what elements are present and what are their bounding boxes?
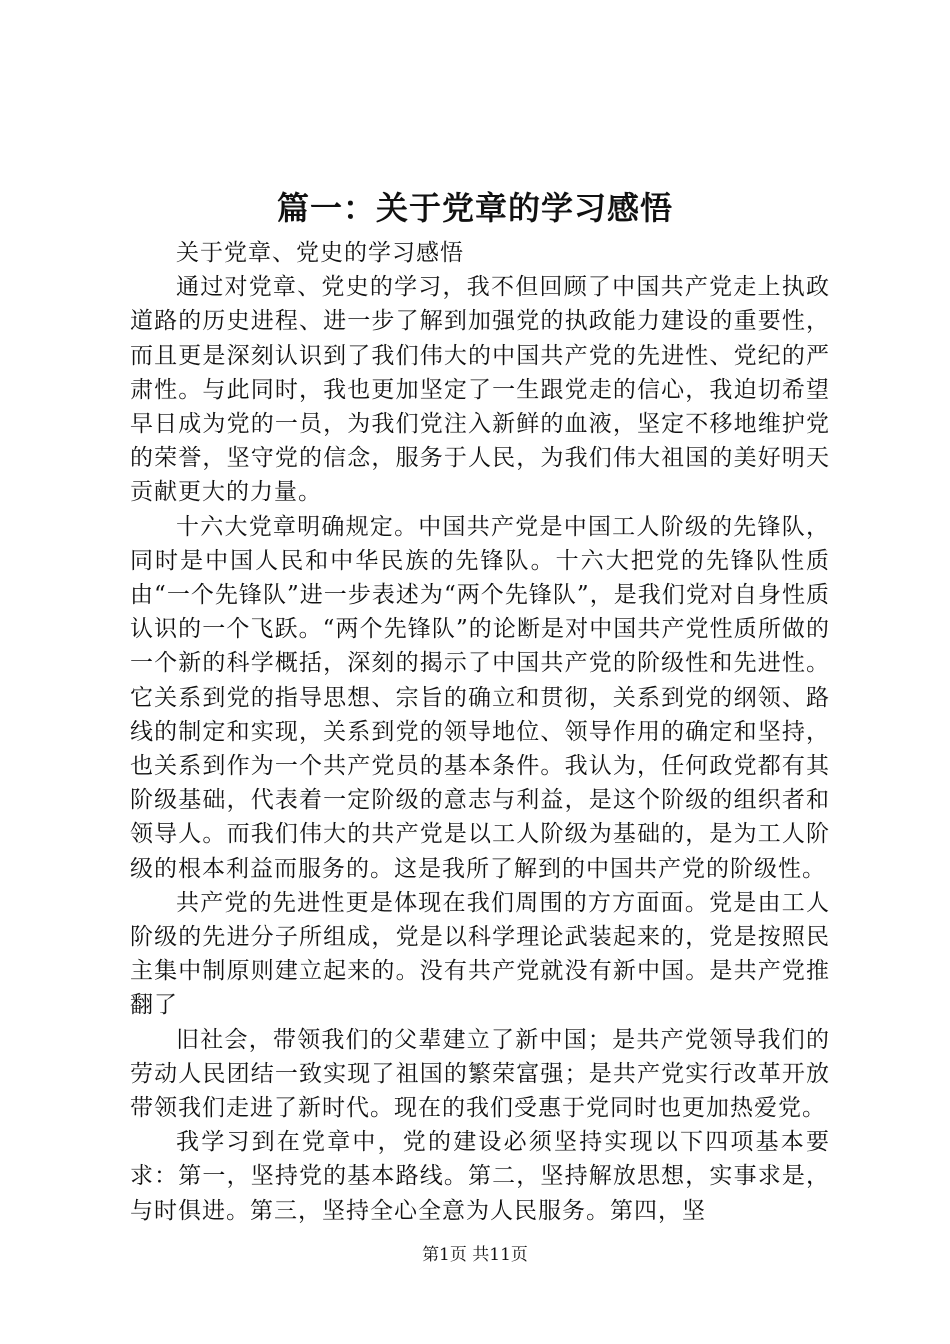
paragraph: 我学习到在党章中，党的建设必须坚持实现以下四项基本要求：第一，坚持党的基本路线。第二，坚持解放思想，实事求是，与时俱进。第三，坚持全心全意为人民服务。第四，坚 [130,1129,830,1224]
document-body [130,236,830,1228]
paragraph-subtitle: 关于党章、党史的学习感悟 [176,240,464,266]
paragraph: 共产党的先进性更是体现在我们周围的方方面面。党是由工人阶级的先进分子所组成，党是以科学理论武装起来的，党是按照民主集中制原则建立起来的。没有共产党就没有新中国。是共产党推翻了 [130,889,830,1019]
paragraph: 通过对党章、党史的学习，我不但回顾了中国共产党走上执政道路的历史进程、进一步了解到加强党的执政能力建设的重要性，而且更是深刻认识到了我们伟大的中国共产党的先进性、党纪的严肃性。与此同时，我也更加坚定了一生跟党走的信心，我迫切希望早日成为党的一员，为我们党注入新鲜的血液，坚定不移地维护党的荣誉，坚守党的信念，服务于人民，为我们伟大祖国的美好明天贡献更大的力量。 [130,274,830,506]
paragraph: 旧社会，带领我们的父辈建立了新中国；是共产党领导我们的劳动人民团结一致实现了祖国的繁荣富强；是共产党实行改革开放带领我们走进了新时代。现在的我们受惠于党同时也更加热爱党。 [130,1026,830,1122]
document-title: 篇一：关于党章的学习感悟 [276,189,673,227]
page-number-footer: 第1页 共11页 [422,1245,528,1265]
paragraph: 十六大党章明确规定。中国共产党是中国工人阶级的先锋队，同时是中国人民和中华民族的先锋队。十六大把党的先锋队性质由“一个先锋队”进一步表述为“两个先锋队”，是我们党对自身性质认识的一个飞跃。“两个先锋队”的论断是对中国共产党性质所做的一个新的科学概括，深刻的揭示了中国共产党的阶级性和先进性。它关系到党的指导思想、宗旨的确立和贯彻，关系到党的纲领、路线的制定和实现，关系到党的领导地位、领导作用的确定和坚持，也关系到作为一个共产党员的基本条件。我认为，任何政党都有其阶级基础，代表着一定阶级的意志与利益，是这个阶级的组织者和领导人。而我们伟大的共产党是以工人阶级为基础的，是为工人阶级的根本利益而服务的。这是我所了解到的中国共产党的阶级性。 [130,513,830,882]
